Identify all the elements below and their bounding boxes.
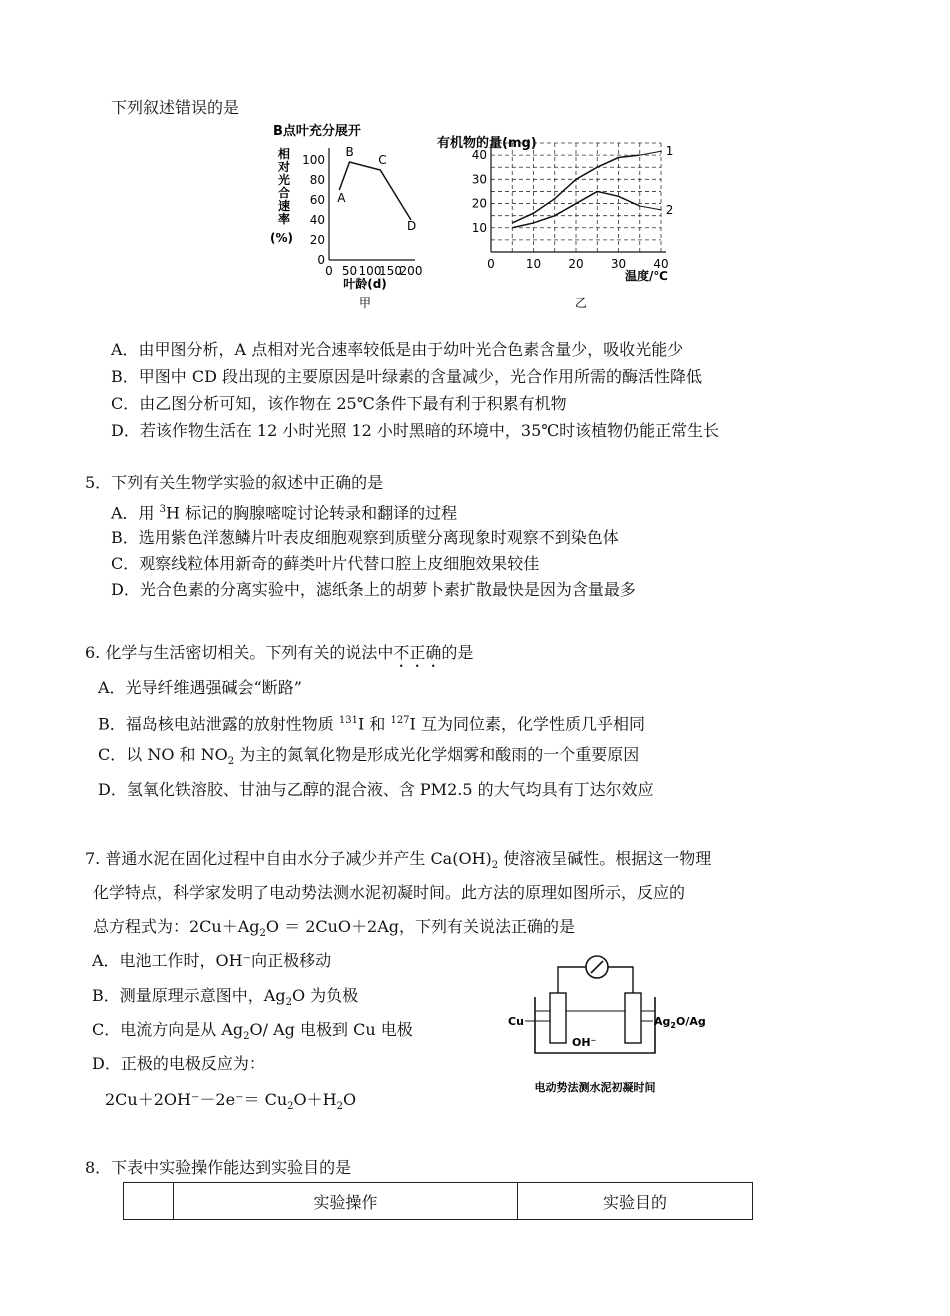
ion-label: OH⁻ <box>572 1036 597 1049</box>
q6-option-c: C．以 NO 和 $NO_2$ 为主的氮氧化物是形成光化学烟雾和酸雨的一个重要原因 <box>98 745 640 768</box>
yi-ytick-label: 30 <box>471 172 487 187</box>
graph-jia-yticks <box>302 153 325 267</box>
jia-xtick-label: 100 <box>358 264 382 278</box>
yi-xtick-label: 0 <box>487 257 495 271</box>
svg-text:对: 对 <box>278 160 291 174</box>
svg-text:光: 光 <box>278 173 291 187</box>
jia-point-label: B <box>345 145 354 159</box>
q5-stem: 5．下列有关生物学实验的叙述中正确的是 <box>85 473 384 492</box>
graph-jia-xticks <box>325 264 422 278</box>
q6-emphasis: 不正确 <box>393 643 442 662</box>
jia-xtick-label: 200 <box>399 264 423 278</box>
q5-option-c: C．观察线粒体用新奇的藓类叶片代替口腔上皮细胞效果较佳 <box>111 554 540 573</box>
graph-yi-title: 有机物的量(mg) <box>437 136 537 151</box>
graph-jia-ylabel <box>270 146 293 245</box>
yi-curve-leader <box>640 151 662 155</box>
graph-jia <box>265 118 435 313</box>
jia-ytick-label: 0 <box>317 253 325 267</box>
jia-point-label: C <box>378 153 387 167</box>
q4-option-d: D．若该作物生活在 12 小时光照 12 小时黑暗的环境中，35℃时该植物仍能正常生长 <box>111 421 720 440</box>
jia-ytick-label: 40 <box>309 213 325 227</box>
graph-yi-yticks <box>472 148 487 235</box>
graph-yi <box>435 130 695 315</box>
cu-electrode <box>550 993 566 1043</box>
graph-yi-caption: 乙 <box>574 296 588 310</box>
graph-jia-caption: 甲 <box>358 296 372 310</box>
cell-caption: 电动势法测水泥初凝时间 <box>534 1081 656 1094</box>
q6-option-d: D．氢氧化铁溶胶、甘油与乙醇的混合液、含 PM2.5 的大气均具有丁达尔效应 <box>98 780 654 799</box>
yi-curve-label: 2 <box>665 202 674 217</box>
graph-jia-top-label: B点叶充分展开 <box>273 124 361 139</box>
q8-stem: 8．下表中实验操作能达到实验目的是 <box>85 1158 352 1177</box>
q7-stem-line3: 总方程式为：$2Cu+Ag_2O = 2CuO+2Ag$，下列有关说法正确的是 <box>93 917 576 940</box>
yi-ytick-label: 40 <box>471 148 487 163</box>
yi-ytick-label: 10 <box>471 220 487 235</box>
yi-xtick-label: 40 <box>653 257 669 271</box>
ag2o-label: $Ag_2O/Ag$ <box>654 1015 706 1030</box>
q7-option-a: A．电池工作时，OH⁻向正极移动 <box>92 951 332 970</box>
yi-xtick-label: 10 <box>525 257 542 271</box>
jia-ytick-label: 20 <box>309 233 325 247</box>
q7-stem-line1: 7. 普通水泥在固化过程中自由水分子减少并产生 $Ca(OH)_2$ 使溶液呈碱性。根据这一物理 <box>85 849 712 872</box>
svg-text:率: 率 <box>278 212 291 226</box>
q6-option-a: A．光导纤维遇强碱会“断路” <box>98 678 302 697</box>
jia-point-label: A <box>337 191 346 205</box>
cu-label: Cu <box>508 1015 524 1028</box>
jia-xtick-label: 0 <box>325 264 333 278</box>
q7-option-b: B．测量原理示意图中，$Ag_2O$ 为负极 <box>92 986 359 1009</box>
q4-option-b: B．甲图中 CD 段出现的主要原因是叶绿素的含量减少，光合作用所需的酶活性降低 <box>111 367 703 386</box>
cell-diagram <box>505 945 745 1100</box>
q7-equation: $2Cu+2OH^--2e^-= Cu_2O+H_2O$ <box>105 1090 357 1113</box>
q4-option-c: C．由乙图分析可知，该作物在 25℃条件下最有利于积累有机物 <box>111 394 567 413</box>
graph-jia-xlabel: 叶龄(d) <box>343 277 387 291</box>
q5-option-b: B．选用紫色洋葱鳞片叶表皮细胞观察到质壁分离现象时观察不到染色体 <box>111 528 619 547</box>
graph-yi-xlabel: 温度/℃ <box>625 269 668 283</box>
q6-option-b: B．福岛核电站泄露的放射性物质 $^{131}$I 和 $^{127}$I 互为同位素，化学性质几乎相同 <box>98 714 645 734</box>
table-header-operation: 实验操作 <box>174 1183 518 1220</box>
svg-text:(%): (%) <box>270 231 293 245</box>
yi-curve-label: 1 <box>665 144 674 159</box>
q7-option-d: D．正极的电极反应为： <box>92 1054 265 1073</box>
jia-point-label: D <box>407 219 417 233</box>
yi-curve-leader <box>640 206 662 210</box>
jia-ytick-label: 80 <box>309 173 325 187</box>
table-header-row <box>124 1183 753 1220</box>
yi-ytick-label: 20 <box>471 196 487 211</box>
q4-option-a: A．由甲图分析，A 点相对光合速率较低是由于幼叶光合色素含量少，吸收光能少 <box>111 340 684 359</box>
q7-stem-line2: 化学特点，科学家发明了电动势法测水泥初凝时间。此方法的原理如图所示，反应的 <box>93 883 686 902</box>
q7-option-c: C．电流方向是从 $Ag_2O/$ Ag 电极到 Cu 电极 <box>92 1020 413 1043</box>
graph-jia-curve <box>339 162 411 220</box>
svg-text:速: 速 <box>278 199 291 213</box>
graph-jia-point-labels <box>337 145 416 233</box>
graph-yi-curve-labels <box>666 144 674 217</box>
table-header-index <box>124 1183 174 1220</box>
table-header-purpose: 实验目的 <box>518 1183 753 1220</box>
svg-text:合: 合 <box>278 186 291 200</box>
svg-text:相: 相 <box>278 147 291 161</box>
q6-stem: 6. 化学与生活密切相关。下列有关的说法中不正确的是 <box>85 643 474 662</box>
ag2o-electrode <box>625 993 641 1043</box>
jia-ytick-label: 100 <box>302 153 325 167</box>
experiment-table <box>123 1182 753 1220</box>
yi-xtick-label: 20 <box>568 257 584 271</box>
yi-xtick-label: 30 <box>610 257 627 271</box>
q5-option-d: D．光合色素的分离实验中，滤纸条上的胡萝卜素扩散最快是因为含量最多 <box>111 580 636 599</box>
graph-yi-grid <box>491 143 661 252</box>
graph-yi-curves <box>512 151 662 228</box>
q5-option-a: A．用 $^3$H 标记的胸腺嘧啶讨论转录和翻译的过程 <box>111 503 458 523</box>
q4-intro: 下列叙述错误的是 <box>111 98 240 117</box>
jia-ytick-label: 60 <box>309 193 325 207</box>
jia-xtick-label: 50 <box>341 264 358 278</box>
jia-xtick-label: 150 <box>379 264 402 278</box>
